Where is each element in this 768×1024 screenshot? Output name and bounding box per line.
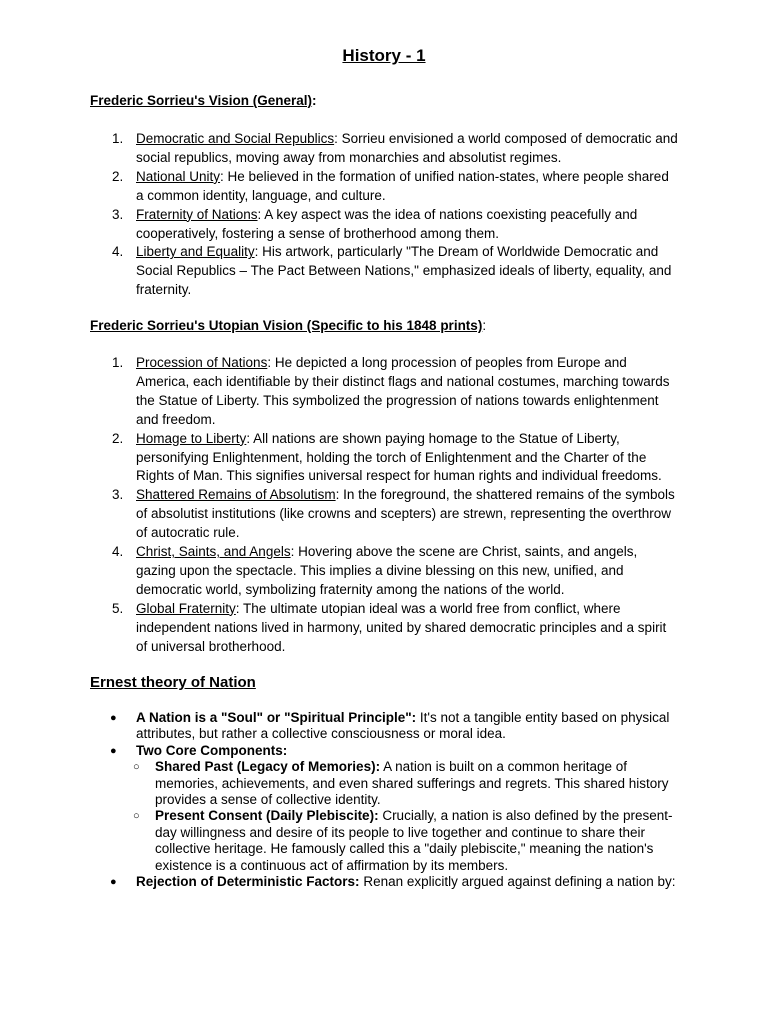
list-text: : All nations are shown paying homage to the Statue of Liberty, personifying Enlightenment, holding the torch of Enlightenment and the Charter of the Rights of Man. This signifies universal respect for human rights and individual freedoms. bbox=[136, 430, 662, 484]
section-heading-colon: : bbox=[482, 318, 487, 333]
list-term: Fraternity of Nations bbox=[136, 206, 258, 222]
list-item bbox=[100, 430, 680, 487]
list-number: 4. bbox=[112, 244, 124, 260]
list-term: National Unity bbox=[136, 168, 221, 184]
ernest-theory-list bbox=[110, 710, 680, 890]
list-text: : Sorrieu envisioned a world composed of democratic and social republics, moving away from monarchies and absolutist regimes. bbox=[136, 131, 678, 165]
list-term: Democratic and Social Republics bbox=[136, 131, 335, 146]
section-heading-general-vision bbox=[90, 93, 317, 108]
bullet-text: It's not a tangible entity based on physical attributes, but rather a collective consciousness or moral idea. bbox=[136, 710, 670, 742]
bullet-item bbox=[110, 710, 680, 743]
sub-bullet-text: Crucially, a nation is also defined by the present-day willingness and desire of its people to live together and continue to share their collective heritage. He famously called this a "daily plebiscite," meaning the nation's existence is a continuous act of affirmation by its members. bbox=[155, 808, 673, 873]
bullet-bold-lead: Rejection of Deterministic Factors: bbox=[136, 874, 360, 890]
list-term: Global Fraternity bbox=[136, 600, 236, 616]
bullet-item bbox=[110, 743, 680, 759]
list-number: 4. bbox=[112, 544, 124, 560]
list-item bbox=[100, 168, 680, 206]
list-term: Liberty and Equality bbox=[136, 244, 255, 260]
sub-bullet-item bbox=[110, 808, 680, 874]
bullet-dot-icon: ● bbox=[110, 876, 117, 889]
list-term: Christ, Saints, and Angels bbox=[136, 544, 291, 560]
general-vision-list bbox=[100, 130, 680, 300]
list-text: : He believed in the formation of unified nation-states, where people shared a common identity, language, and culture. bbox=[136, 168, 669, 203]
list-text: : He depicted a long procession of peoples from Europe and America, each identifiable by their distinct flags and national costumes, marching towards the Statue of Liberty. This symbolized the progression of nations towards enlightenment and freedom. bbox=[136, 355, 670, 427]
list-term: Procession of Nations bbox=[136, 355, 268, 370]
section-heading-text: Frederic Sorrieu's Utopian Vision (Specific to his 1848 prints) bbox=[90, 318, 483, 333]
section-heading-utopian-vision bbox=[90, 318, 486, 333]
list-item bbox=[100, 243, 680, 300]
list-number: 2. bbox=[112, 168, 124, 184]
sub-bullet-bold-lead: Shared Past (Legacy of Memories): bbox=[155, 759, 381, 775]
sublist-container bbox=[110, 759, 680, 874]
list-text: : Hovering above the scene are Christ, saints, and angels, gazing upon the spectacle. This implies a divine blessing on this new, unified, and democratic world, symbolizing fraternity among the nations of the world. bbox=[136, 544, 638, 597]
list-number: 5. bbox=[112, 600, 124, 616]
list-text: : In the foreground, the shattered remains of the symbols of absolutist institutions (like crowns and scepters) are strewn, representing the overthrow of autocratic rule. bbox=[136, 487, 675, 541]
bullet-bold-lead: A Nation is a "Soul" or "Spiritual Principle": bbox=[136, 710, 417, 725]
core-components-sublist bbox=[110, 759, 680, 874]
bullet-text: Renan explicitly argued against defining a nation by: bbox=[359, 874, 676, 890]
list-item bbox=[100, 543, 680, 600]
section-heading-text: Frederic Sorrieu's Vision (General) bbox=[90, 93, 313, 108]
list-item bbox=[100, 354, 680, 430]
list-number: 3. bbox=[112, 206, 124, 222]
bullet-dot-icon: ● bbox=[110, 712, 117, 724]
list-text: : His artwork, particularly "The Dream of Worldwide Democratic and Social Republics – The Pact Between Nations," emphasized ideals of liberty, equality, and fraternity. bbox=[136, 244, 672, 298]
utopian-vision-list bbox=[100, 354, 680, 657]
list-item bbox=[100, 206, 680, 244]
sub-bullet-item bbox=[110, 759, 680, 808]
list-number: 2. bbox=[112, 430, 124, 446]
bullet-dot-icon: ● bbox=[110, 744, 117, 757]
sub-bullet-bold-lead: Present Consent (Daily Plebiscite): bbox=[155, 808, 379, 824]
list-term: Shattered Remains of Absolutism bbox=[136, 487, 336, 503]
list-number: 3. bbox=[112, 487, 124, 503]
list-text: : A key aspect was the idea of nations coexisting peacefully and cooperatively, fostering a sense of brotherhood among them. bbox=[136, 206, 638, 241]
list-text: : The ultimate utopian ideal was a world free from conflict, where independent nations lived in harmony, united by shared democratic principles and a spirit of universal brotherhood. bbox=[136, 600, 667, 654]
sub-bullet-text: A nation is built on a common heritage of memories, achievements, and even shared sufferings and regrets. This shared history provides a sense of collective identity. bbox=[155, 759, 669, 808]
list-term: Homage to Liberty bbox=[136, 430, 247, 446]
circle-bullet-icon: ○ bbox=[133, 761, 140, 774]
list-number: 1. bbox=[112, 131, 124, 146]
list-item bbox=[100, 600, 680, 657]
section-heading-colon: : bbox=[312, 93, 317, 108]
bullet-item bbox=[110, 874, 680, 890]
section-heading-ernest-theory: Ernest theory of Nation bbox=[90, 674, 256, 691]
list-item bbox=[100, 486, 680, 543]
bullet-bold-lead: Two Core Components: bbox=[136, 742, 288, 758]
circle-bullet-icon: ○ bbox=[133, 810, 140, 823]
list-item bbox=[100, 130, 680, 168]
page-title: History - 1 bbox=[342, 46, 426, 65]
list-number: 1. bbox=[112, 355, 124, 370]
